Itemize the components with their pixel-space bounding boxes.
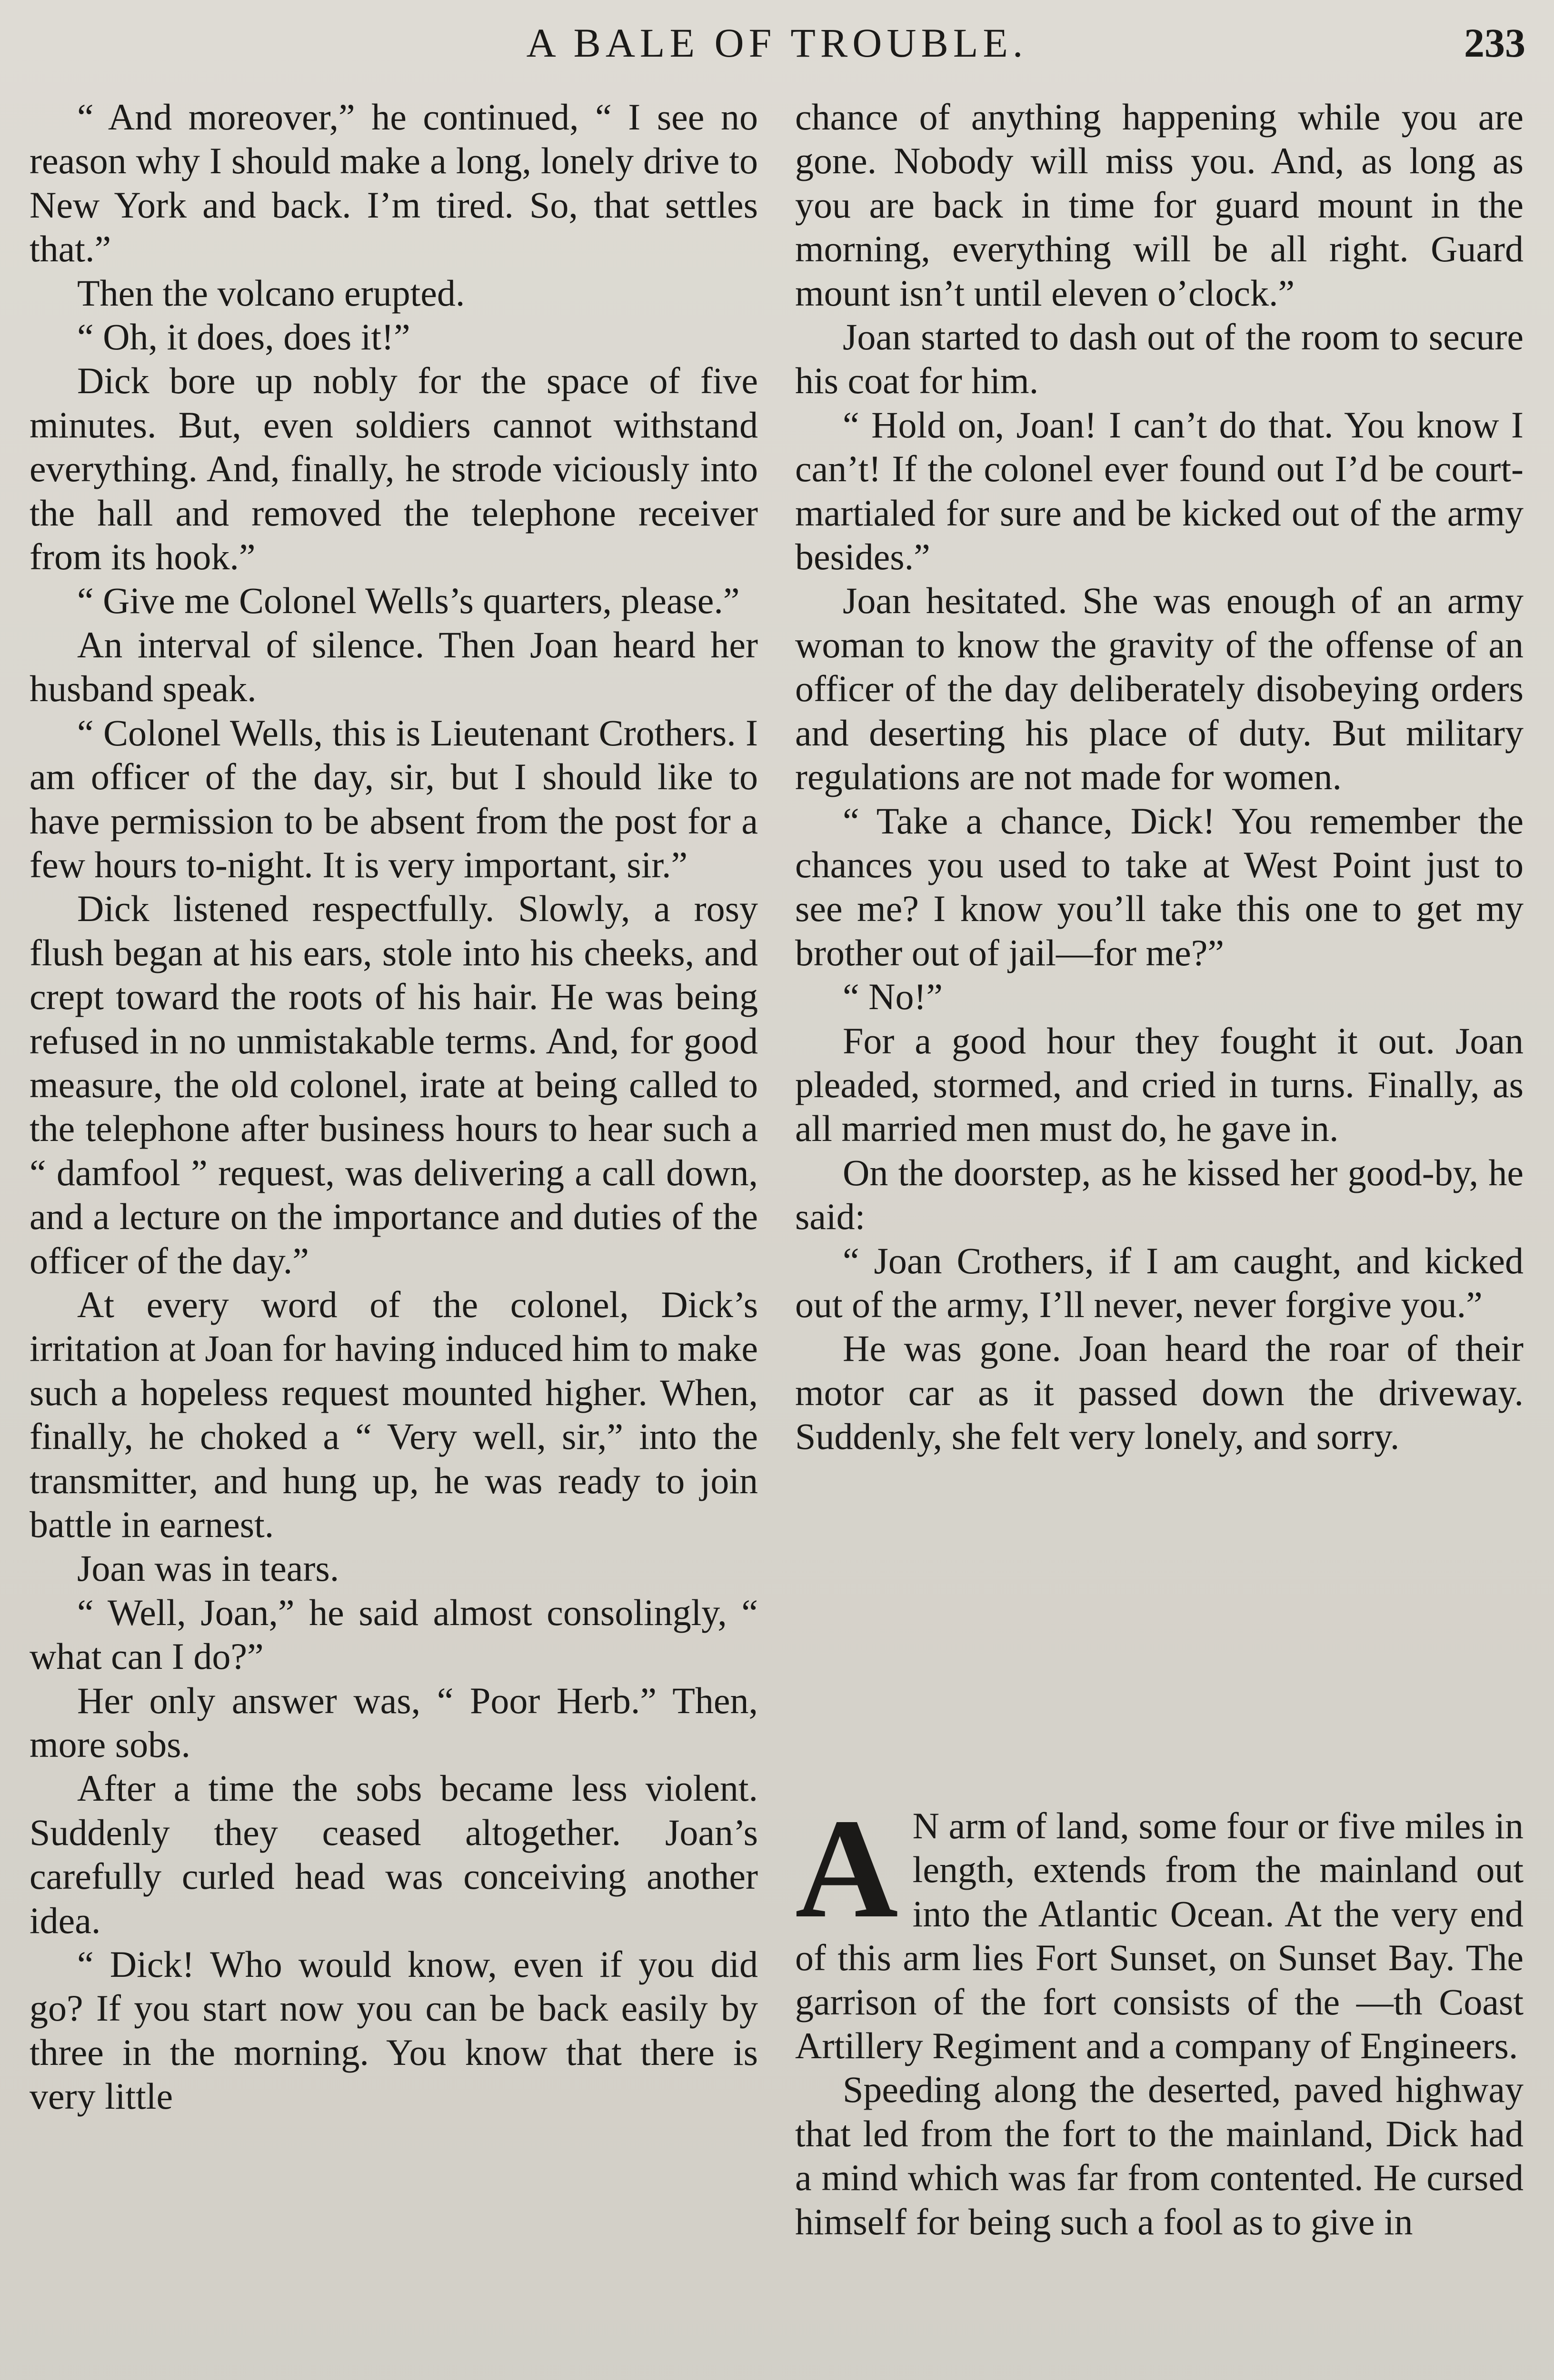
paragraph: Her only answer was, “ Poor Herb.” Then, more sobs. [30, 1679, 758, 1765]
paragraph: Joan started to dash out of the room to secure his coat for him. [795, 316, 1524, 402]
paragraph: An interval of silence. Then Joan heard her husband speak. [30, 624, 758, 710]
paragraph: “ Give me Colonel Wells’s quarters, please.” [77, 580, 740, 622]
paragraph: “ No!” [843, 976, 943, 1018]
running-header [0, 9, 1554, 70]
section-opening [795, 1789, 1524, 2068]
paragraph: Joan was in tears. [77, 1547, 339, 1589]
paragraph: He was gone. Joan heard the roar of their motor car as it passed down the driveway. Suddenly, she felt very lonely, and sorry. [795, 1328, 1524, 1458]
paragraph: “ Oh, it does, does it!” [77, 316, 410, 358]
paragraph: Joan hesitated. She was enough of an army woman to know the gravity of the offense of an officer of the day deliberately disobeying orders and deserting his place of duty. But military regulations are not made for women. [795, 580, 1524, 798]
paragraph: Speeding along the deserted, paved highway that led from the fort to the mainland, Dick had a mind which was far from contented. He cursed himself for being such a fool as to give in [795, 2069, 1524, 2242]
paragraph: Dick listened respectfully. Slowly, a rosy flush began at his ears, stole into his cheeks, and crept toward the roots of his hair. He was being refused in no unmistakable terms. And, for good measure, the old colonel, irate at being called to the telephone after business hours to hear such a “ damfool ” request, was delivering a call down, and a lecture on the importance and duties of the officer of the day.” [30, 888, 758, 1281]
drop-cap: A [795, 1789, 898, 1947]
new-section [795, 1789, 1524, 2244]
paragraph: On the doorstep, as he kissed her good-by, he said: [795, 1151, 1524, 1238]
paragraph: For a good hour they fought it out. Joan pleaded, stormed, and cried in turns. Finally, as all married men must do, he gave in. [795, 1020, 1524, 1150]
paragraph: “ Hold on, Joan! I can’t do that. You know I can’t! If the colonel ever found out I’d be court-martialed for sure and be kicked out of the army besides.” [795, 404, 1524, 578]
running-title: A BALE OF TROUBLE. [526, 20, 1028, 66]
paragraph: “ Colonel Wells, this is Lieutenant Crothers. I am officer of the day, sir, but I should like to have permission to be absent from the post for a few hours to-night. It is very important, sir.” [30, 712, 758, 885]
paragraph: After a time the sobs became less violent. Suddenly they ceased altogether. Joan’s carefully curled head was conceiving another idea. [30, 1767, 758, 1941]
continued-paragraph: chance of anything happening while you are gone. Nobody will miss you. And, as long as you are back in time for guard mount in the morning, everything will be all right. Guard mount isn’t until eleven o’clock.” [795, 96, 1524, 314]
right-column [795, 95, 1524, 1459]
paragraph: Then the volcano erupted. [77, 272, 465, 314]
paragraph: “ Dick! Who would know, even if you did go? If you start now you can be back easily by three in the morning. You know that there is very little [30, 1944, 758, 2117]
section-opening-text: N arm of land, some four or five miles in length, extends from the mainland out into the Atlantic Ocean. At the very end of this arm lies Fort Sunset, on Sunset Bay. The garrison of the fort consists of the —th Coast Artillery Regiment and a company of Engineers. [795, 1805, 1524, 2067]
paragraph: “ Take a chance, Dick! You remember the chances you used to take at West Point just to see me? I know you’ll take this one to get my brother out of jail—for me?” [795, 800, 1524, 973]
paragraph: Dick bore up nobly for the space of five minutes. But, even soldiers cannot withstand everything. And, finally, he strode viciously into the hall and removed the telephone receiver from its hook.” [30, 360, 758, 578]
paragraph: “ And moreover,” he continued, “ I see no reason why I should make a long, lonely drive to New York and back. I’m tired. So, that settles that.” [30, 96, 758, 270]
left-column [30, 95, 758, 2119]
paragraph: “ Joan Crothers, if I am caught, and kicked out of the army, I’ll never, never forgive you.” [795, 1240, 1524, 1325]
paragraph: “ Well, Joan,” he said almost consolingly, “ what can I do?” [30, 1591, 758, 1677]
page-number: 233 [1464, 20, 1525, 66]
paragraph: At every word of the colonel, Dick’s irritation at Joan for having induced him to make such a hopeless request mounted higher. When, finally, he choked a “ Very well, sir,” into the transmitter, and hung up, he was ready to join battle in earnest. [30, 1283, 758, 1545]
